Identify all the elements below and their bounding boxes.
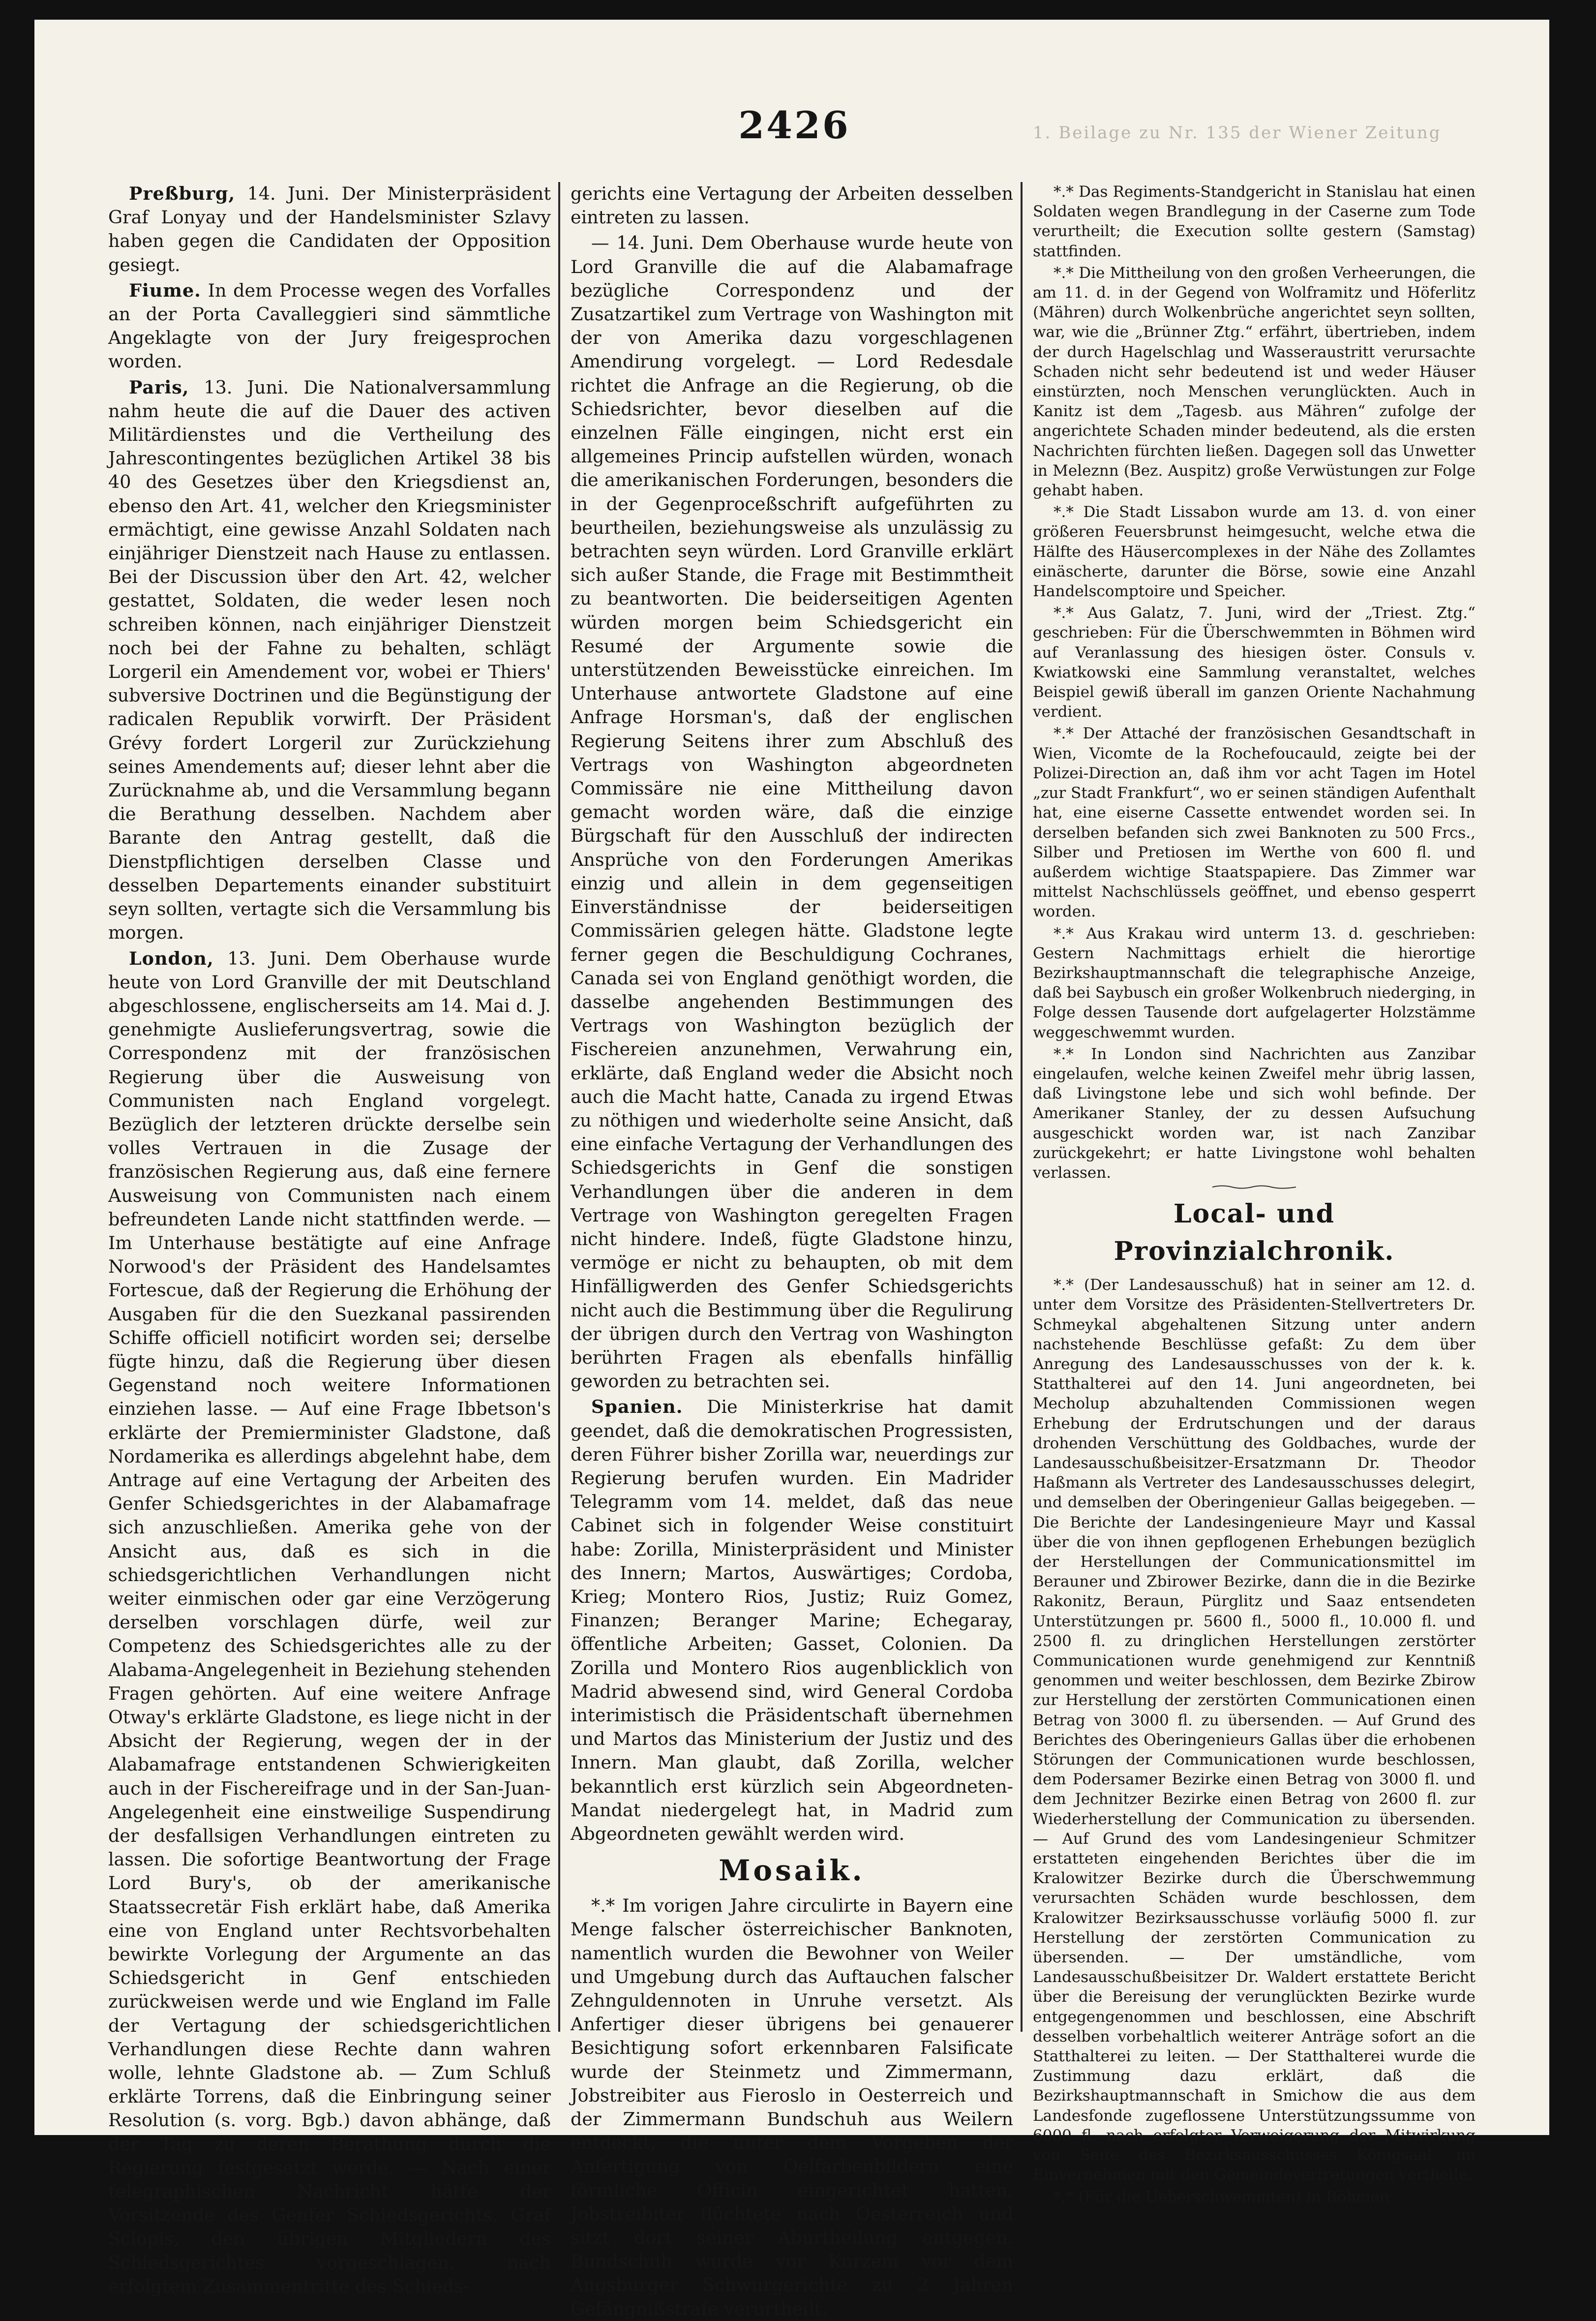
- news-text: Die Ministerkrise hat damit geendet, daß die demokratischen Progressisten, deren Führer bisher Zorilla war, neuerdings zur Regierung berufen wurden. Ein Madrider Telegramm vom 14. meldet, daß das neue Cabinet sich in folgender Weise constituirt habe: Zorilla, Ministerpräsident und Minister des Innern; Martos, Auswärtiges; Cordoba, Krieg; Montero Rios, Justiz; Ruiz Gomez, Finanzen; Beranger Marine; Echegaray, öffentliche Arbeiten; Gasset, Colonien. Da Zorilla und Montero Rios augenblicklich von Madrid abwesend sind, wird General Cordoba interimistisch die Präsidentschaft übernehmen und Martos das Ministerium der Justiz und des Innern. Man glaubt, daß Zorilla, welcher bekanntlich erst kürzlich sein Abgeordneten-Mandat niedergelegt hat, in Madrid zum Abgeordneten gewählt werden wird.: [571, 1396, 1013, 1845]
- bleed-through-header: 1. Beilage zu Nr. 135 der Wiener Zeitung: [1033, 123, 1442, 143]
- dateline-place: Paris,: [129, 376, 189, 398]
- news-item: *.* Die Mittheilung von den großen Verheerungen, die am 11. d. in der Gegend von Wolframitz und Höferlitz (Mähren) durch Wolkenbrüche angerichtet seyn sollten, war, wie die „Brünner Ztg.“ erfährt, übertrieben, indem der durch Hagelschlag und Wasseraustritt verursachte Schaden nicht sehr bedeutend ist und weder Häuser einstürzten, noch Menschen verunglückten. Auch in Kanitz ist dem „Tagesb. aus Mähren“ zufolge der angerichtete Schaden minder bedeutend, als die ersten Nachrichten fürchten ließen. Dagegen soll das Unwetter in Meleznn (Bez. Auspitz) große Verwüstungen zur Folge gehabt haben.: [1033, 264, 1476, 500]
- news-item: gerichts eine Vertagung der Arbeiten desselben eintreten zu lassen.: [571, 183, 1013, 228]
- dateline-place: Fiume.: [129, 279, 201, 301]
- column-rule: [1021, 182, 1023, 2032]
- news-item: *.* Der Attaché der französischen Gesandtschaft in Wien, Vicomte de la Rochefoucauld, zeigte bei der Polizei-Direction an, daß ihm vor acht Tagen im Hotel „zur Stadt Frankfurt“, wo er seinen ständigen Aufenthalt hat, eine eiserne Cassette entwendet worden sei. In derselben befanden sich zwei Banknoten zu 500 Frcs., Silber und Pretiosen im Werthe von 600 fl. und außerdem wichtige Staatspapiere. Das Zimmer war mittelst Nachschlüssels geöffnet, und ebenso gesperrt worden.: [1033, 725, 1476, 921]
- column-3: [1033, 182, 1476, 2206]
- section-title-local-chronicle: Local- und Provinzialchronik.: [1114, 1199, 1395, 1267]
- news-text: 13. Juni. Dem Oberhause wurde heute von Lord Granville der mit Deutschland abgeschlossene, englischerseits am 14. Mai d. J. genehmigte Auslieferungsvertrag, sowie die Correspondenz mit der französischen Regierung über die Ausweisung von Communisten nach England vorgelegt. Bezüglich der letzteren drückte derselbe sein volles Vertrauen in die Zusage der französischen Regierung aus, daß eine fernere Ausweisung von Communisten nach einem befreundeten Lande nicht stattfinden werde. — Im Unterhause bestätigte auf eine Anfrage Norwood's der Präsident des Handelsamtes Fortescue, daß der Regierung die Erhöhung der Ausgaben für die den Suezkanal passirenden Schiffe officiell notificirt worden sei; derselbe fügte hinzu, daß die Regierung über diesen Gegenstand noch weitere Informationen einziehen lasse. — Auf eine Frage Ibbetson's erklärte der Premierminister Gladstone, daß Nordamerika es allerdings abgelehnt habe, dem Antrage auf eine Vertagung der Arbeiten des Genfer Schiedsgerichtes in der Alabamafrage sich anzuschließen. Amerika gehe von der Ansicht aus, daß es sich in die schiedsgerichtlichen Verhandlungen nicht weiter einmischen oder gar eine Verzögerung derselben vorschlagen dürfe, weil zur Competenz des Schiedsgerichtes alle zu der Alabama-Angelegenheit in Beziehung stehenden Fragen gehörten. Auf eine weitere Anfrage Otway's erklärte Gladstone, es liege nicht in der Absicht der Regierung, wegen der in der Alabamafrage entstandenen Schwierigkeiten auch in der Fischereifrage und in der San-Juan-Angelegenheit eine einstweilige Suspendirung der desfallsigen Verhandlungen eintreten zu lassen. Die sofortige Beantwortung der Frage Lord Bury's, ob der amerikanische Staatssecretär Fish erklärt habe, daß Amerika eine von England unter Rechtsvorbehalten bewirkte Vorlegung der Argumente an das Schiedsgericht in Genf entschieden zurückweisen werde und wie England im Falle der Vertagung der schiedsgerichtlichen Verhandlungen diese Rechte dann wahren wolle, lehnte Gladstone ab. — Zum Schluß erklärte Torrens, daß die Einbringung seiner Resolution (s. vorg. Bgb.) davon abhänge, daß der Tag zu deren Berathung durch die Regierung festgesetzt werde. — Nach einer telegraphischen Nachricht hätte der Vorsitzende des Genfer Schiedsgerichts, Graf Sclopis, den übrigen Mitgliedern des Schiedsgerichtes vorgeschlagen, nach erfolgtem Zusammentritte des Schieds-: [108, 947, 551, 2297]
- news-text: 14. Juni. Der Ministerpräsident Graf Lonyay und der Handelsminister Szlavy haben gegen die Candidaten der Opposition gesiegt.: [108, 183, 551, 275]
- news-item: [108, 947, 551, 2299]
- dateline-place: Preßburg,: [129, 183, 236, 204]
- news-text: 13. Juni. Die Nationalversammlung nahm heute die auf die Dauer des activen Militärdienstes und die Vertheilung des Jahrescontingentes bezüglichen Artikel 38 bis 40 des Gesetzes über den Kriegsdienst an, ebenso den Art. 41, welcher den Kriegsminister ermächtigt, eine gewisse Anzahl Soldaten nach einjähriger Dienstzeit nach Hause zu entlassen. Bei der Discussion über den Art. 42, welcher gestattet, Soldaten, die weder lesen noch schreiben können, nach einjähriger Dienstzeit noch bei der Fahne zu behalten, schlägt Lorgeril ein Amendement vor, wobei er Thiers' subversive Doctrinen und die Begünstigung der radicalen Republik vorwirft. Der Präsident Grévy fordert Lorgeril zur Zurückziehung seines Amendements auf; dieser lehnt aber die Zurücknahme ab, und die Versammlung begann die Berathung desselben. Nachdem aber Barante den Antrag gestellt, daß die Dienstpflichtigen derselben Classe und desselben Departements einander substituirt seyn sollten, vertagte sich die Versammlung bis morgen.: [108, 376, 551, 944]
- news-item: *.* Im vorigen Jahre circulirte in Bayern eine Menge falscher österreichischer Banknoten, namentlich wurden die Bewohner von Weiler und Umgebung durch das Auftauchen falscher Zehnguldennoten in Unruhe versetzt. Als Anfertiger dieser übrigens bei genauerer Besichtigung sofort erkennbaren Falsificate wurde der Steinmetz und Zimmermann, Jobstreibiter aus Fieroslo in Oesterreich und der Zimmermann Bundschuh aus Weilern entdeckt, die unter dem Vorgeben der Anfertigung von Oelfarbenbildern eine förmliche Officin eingerichtet hatten. Jobstreibiter flüchtete nach Oesterreich und sitzt dort seiner Aburtheilung entgegen. Bundschuh wurde vor Kurzem vor dem Augsburger Schwurgerichte zu 2 Jahren Gefängnißstrafe verurtheilt.: [571, 1895, 1013, 2320]
- news-item: *.* (Der Landesausschuß) hat in seiner am 12. d. unter dem Vorsitze des Präsidenten-Stellvertreters Dr. Schmeykal abgehaltenen Sitzung unter andern nachstehende Beschlüsse gefaßt: Zu dem über Anregung des Landesausschusses von der k. k. Statthalterei auf den 14. Juni angeordneten, bei Mecholup abzuhaltenden Commissionen wegen Erhebung der Erdrutschungen und der daraus drohenden Verschüttung des Goldbaches, wurde der Landesausschußbeisitzer-Ersatzmann Dr. Theodor Haßmann als Vertreter des Landesausschusses delegirt, und demselben der Oberingenieur Gallas beigegeben. — Die Berichte der Landesingenieure Mayr und Kassal über die von ihnen gepflogenen Erhebungen bezüglich der Herstellungen der Communicationsmittel im Berauner und Zbirower Bezirke, dann die in die Bezirke Rakonitz, Beraun, Pürglitz und Saaz entsendeten Unterstützungen pr. 5600 fl., 5000 fl., 10.000 fl. und 2500 fl. zu dringlichen Herstellungen zerstörter Communicationen wurde genehmigend zur Kenntniß genommen und weiter beschlossen, dem Bezirke Zbirow zur Herstellung der zerstörten Communicationen einen Betrag von 3000 fl. zu übersenden. — Auf Grund des Berichtes des Oberingenieurs Gallas über die erhobenen Störungen der Communicationen wurde beschlossen, dem Podersamer Bezirke einen Betrag von 3000 fl. und dem Jechnitzer Bezirke einen Betrag von 2600 fl. zur Wiederherstellung der Communication zu übersenden. — Auf Grund des vom Landesingenieur Schmitzer erstatteten eingehenden Berichtes über die im Kralowitzer Bezirke durch die Überschwemmung verursachten Schäden wurde beschlossen, dem Kralowitzer Bezirksausschusse vorläufig 5000 fl. zur Herstellung der zerstörten Communication zu übersenden. — Der umständliche, vom Landesausschußbeisitzer Dr. Waldert erstattete Bericht über die Bereisung der verunglückten Bezirke wurde entgegengenommen und beschlossen, eine Abschrift desselben vorbehaltlich weiterer Anträge sofort an die Statthalterei zu leiten. — Der Statthalterei wurde die Zustimmung dazu erklärt, daß die Bezirkshauptmannschaft in Smichow die aus dem Landesfonde zugeflossene Unterstützungssumme von 6000 fl. nach erfolgter Verweigerung der Mitwirkung von Seite des Bezirksausschusses Königsaal, im Einvernehmen mit den Gemeindevertretungen vertheile.: [1033, 1276, 1476, 2184]
- news-item: *.* Die Stadt Lissabon wurde am 13. d. von einer größeren Feuersbrunst heimgesucht, welche etwa die Hälfte des Häusercomplexes in der Nähe des Zollamtes einäscherte, darunter die Börse, sowie eine Anzahl Handelscomptoire und Speicher.: [1033, 503, 1476, 601]
- page-number: 2426: [738, 103, 850, 147]
- news-item: [108, 182, 551, 277]
- news-item: [108, 279, 551, 374]
- dateline-place: London,: [129, 947, 214, 969]
- news-item: *.* Das Regiments-Standgericht in Stanislau hat einen Soldaten wegen Brandlegung in der Caserne zum Tode verurtheilt; die Execution sollte gestern (Samstag) stattfinden.: [1033, 183, 1476, 260]
- column-rule: [558, 182, 560, 2032]
- news-item: [108, 376, 551, 945]
- ornament-divider: [1210, 1185, 1298, 1190]
- news-text: In dem Processe wegen des Vorfalles an der Porta Cavalleggieri sind sämmtliche Angeklagte von der Jury freigesprochen worden.: [108, 279, 551, 372]
- news-item: *.* (Für die Ueberschwemmten) in Böhmen: [1054, 2188, 1389, 2206]
- newspaper-page: [34, 20, 1549, 2320]
- page-header: [34, 103, 1549, 157]
- news-item: *.* Aus Galatz, 7. Juni, wird der „Triest. Ztg.“ geschrieben: Für die Überschwemmten in Böhmen wird auf Veranlassung des hiesigen öster. Consuls v. Kwiatkowski eine Sammlung veranstaltet, welches Beispiel gewiß überall im ganzen Oriente Nachahmung verdient.: [1033, 604, 1476, 721]
- news-item: [571, 1395, 1013, 1846]
- dateline-place: Spanien.: [591, 1396, 683, 1418]
- news-item: *.* Aus Krakau wird unterm 13. d. geschrieben: Gestern Nachmittags erhielt die hierortige Bezirkshauptmannschaft die telegraphische Anzeige, daß bei Saybusch ein großer Wolkenbruch niederging, in Folge dessen Tausende dort aufgelagerter Holzstämme weggeschwemmt wurden.: [1033, 924, 1476, 1041]
- section-title-mosaik: Mosaik.: [719, 1854, 865, 1888]
- news-item: — 14. Juni. Dem Oberhause wurde heute von Lord Granville die auf die Alabamafrage bezügliche Correspondenz und der Zusatzartikel zum Vertrage von Washington mit der von Amerika dazu vorgeschlagenen Amendirung vorgelegt. — Lord Redesdale richtet die Anfrage an die Regierung, ob die Schiedsrichter, bevor dieselben auf die einzelnen Fälle eingingen, nicht erst ein allgemeines Princip aufstellen würden, wonach die amerikanischen Forderungen, besonders die in der Gegenproceßschrift aufgeführten zu beurtheilen, beziehungsweise als unzulässig zu betrachten seyn würden. Lord Granville erklärt sich außer Stande, die Frage mit Bestimmtheit zu beantworten. Die beiderseitigen Agenten würden morgen beim Schiedsgericht ein Resumé der Argumente sowie die unterstützenden Beweisstücke einreichen. Im Unterhause antwortete Gladstone auf eine Anfrage Horsman's, daß der englischen Regierung Seitens ihrer zum Abschluß des Vertrags von Washington abgeordneten Commissäre nie eine Mittheilung davon gemacht worden wäre, daß die einzige Bürgschaft für den Ausschluß der indirecten Ansprüche von den Forderungen Amerikas einzig und allein in dem gegenseitigen Einverständnisse der beiderseitigen Commissärien gelegen hätte. Gladstone legte ferner gegen die Beschuldigung Cochranes, Canada sei von England genöthigt worden, die dasselbe angehenden Bestimmungen des Vertrags von Washington bezüglich der Fischereien anzunehmen, Verwahrung ein, erklärte, daß England weder die Absicht noch auch die Macht hatte, Canada zu irgend Etwas zu nöthigen und wiederholte seine Ansicht, daß eine einfache Vertagung der Verhandlungen des Schiedsgerichts in Genf die sonstigen Verhandlungen über die anderen in dem Vertrage von Washington geregelten Fragen nicht hindere. Indeß, fügte Gladstone hinzu, vermöge er nicht zu behaupten, ob mit dem Hinfälligwerden des Genfer Schiedsgerichts nicht auch die Bestimmung über die Regulirung der übrigen durch den Vertrag von Washington berührten Fragen als ebenfalls hinfällig geworden zu betrachten sei.: [571, 232, 1013, 1392]
- column-1: [108, 182, 551, 2297]
- column-2: [571, 182, 1013, 2320]
- news-item: *.* In London sind Nachrichten aus Zanzibar eingelaufen, welche keinen Zweifel mehr übrig lassen, daß Livingstone lebe und sich wohl befinde. Der Amerikaner Stanley, der zu dessen Aufsuchung ausgeschickt worden war, ist nach Zanzibar zurückgekehrt; er hatte Livingstone wohl behalten verlassen.: [1033, 1045, 1476, 1182]
